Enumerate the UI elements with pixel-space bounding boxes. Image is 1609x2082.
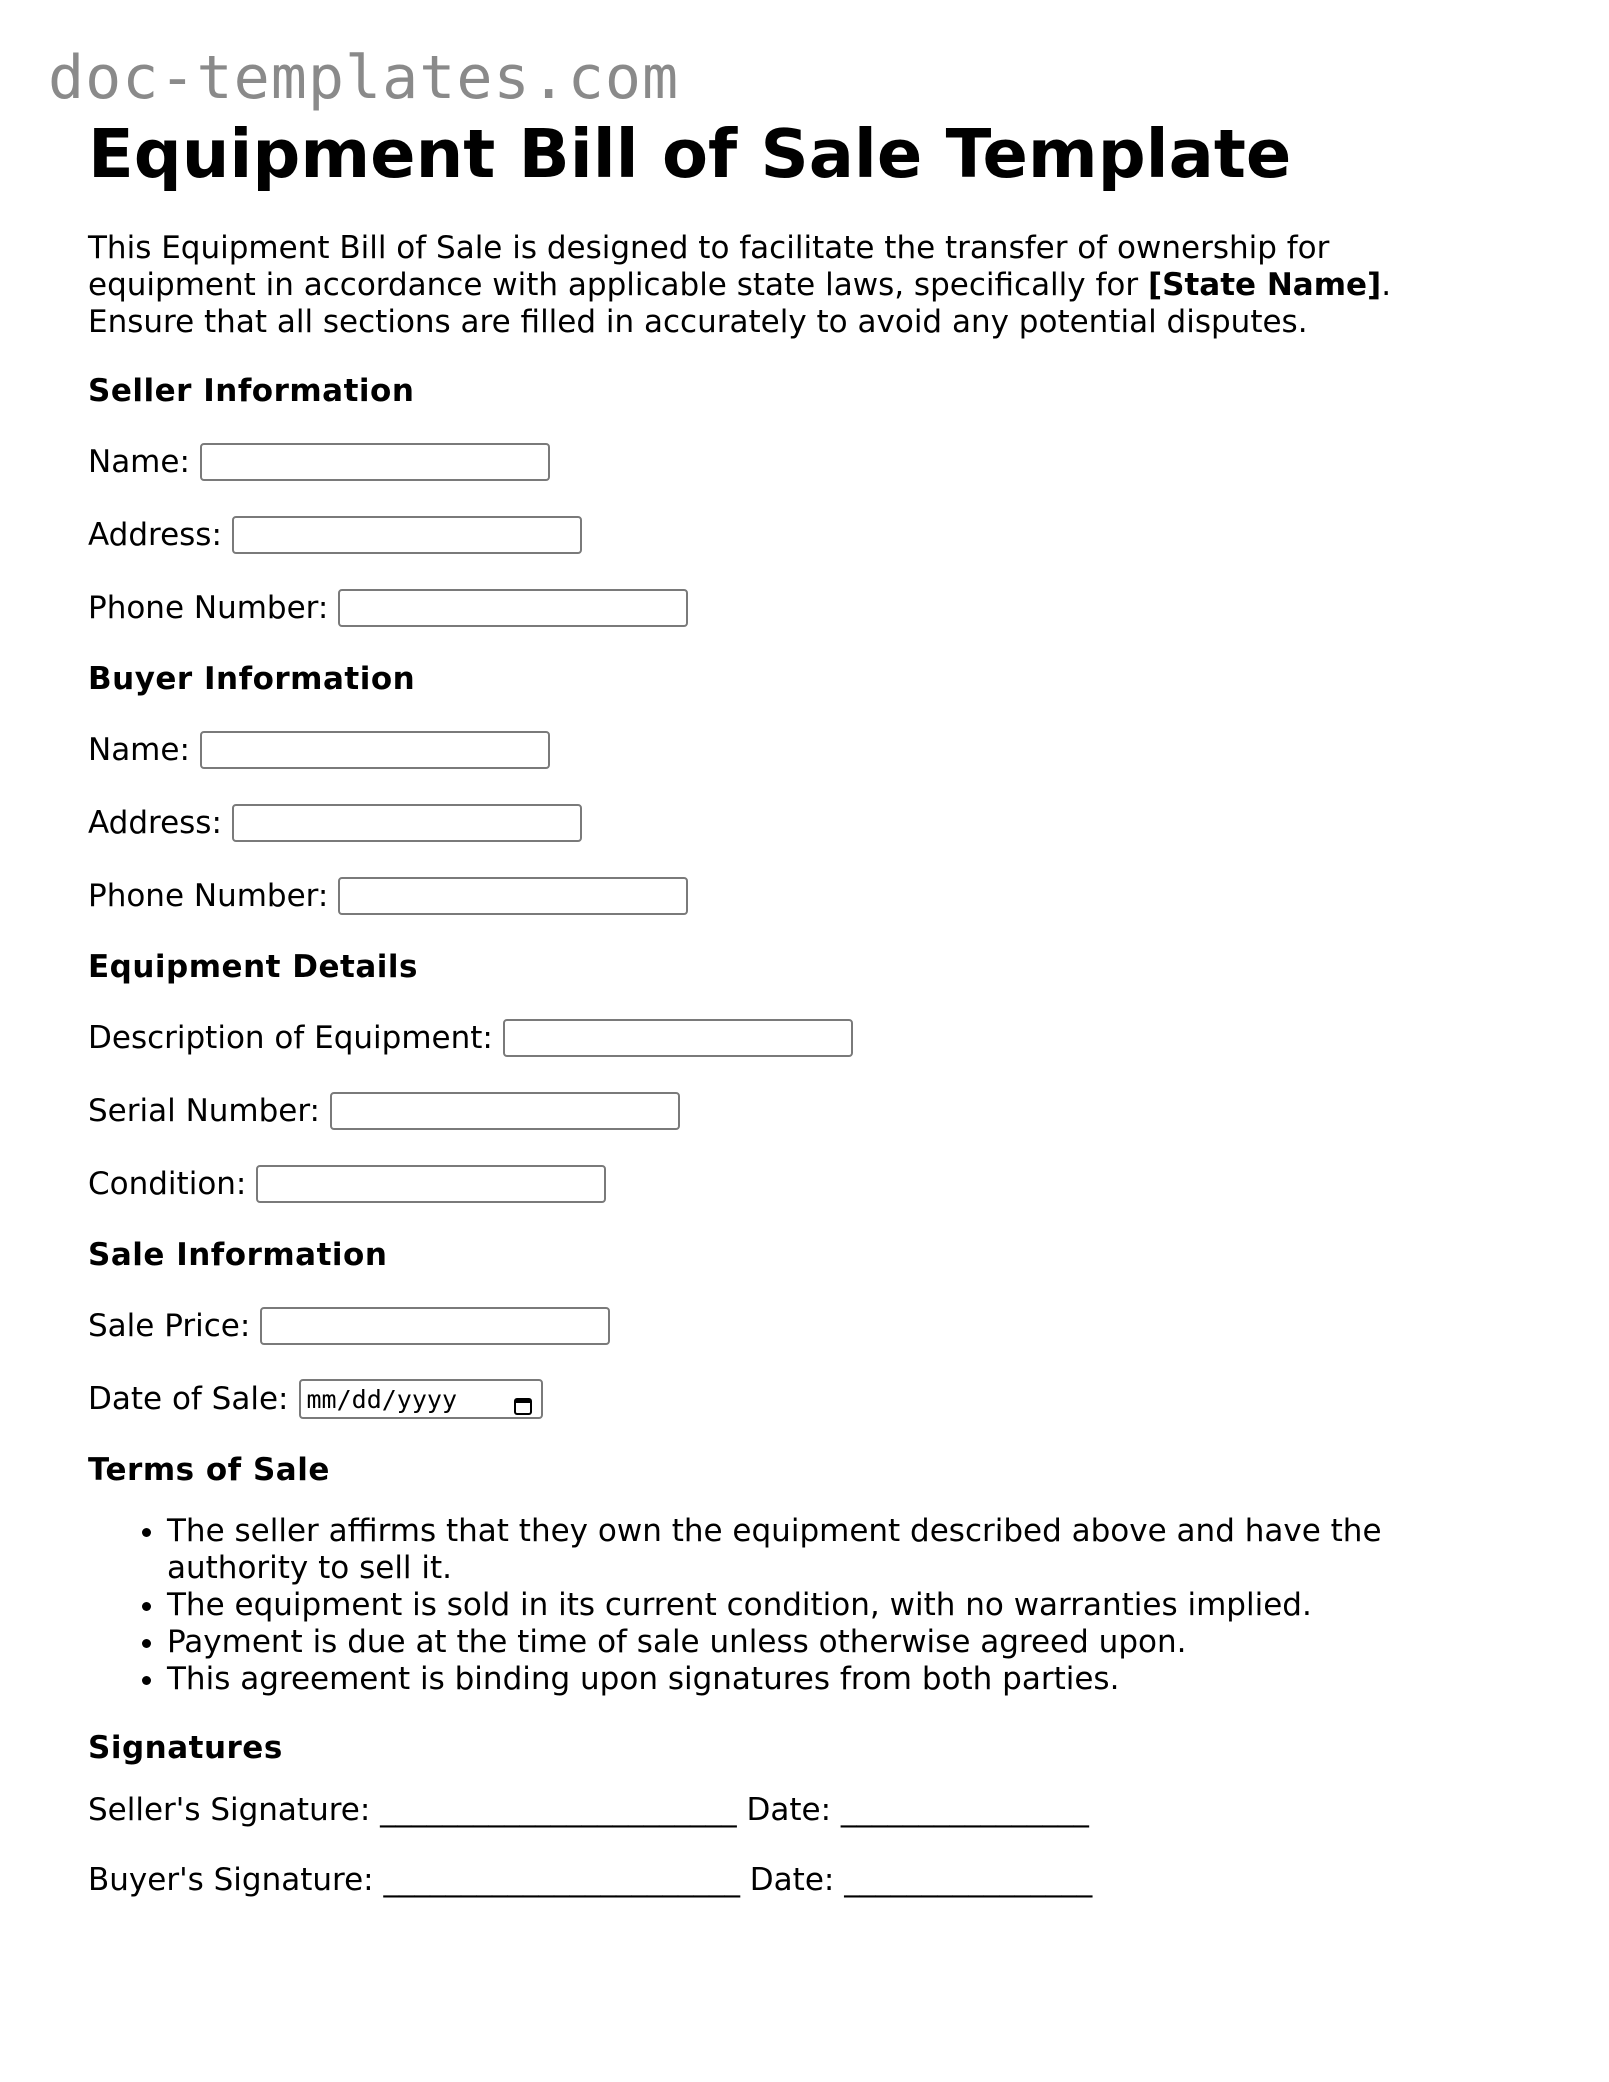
sale-date-label: Date of Sale: <box>88 1380 289 1417</box>
buyer-address-row <box>88 802 1528 844</box>
equipment-heading: Equipment Details <box>88 949 418 985</box>
buyer-address-input[interactable] <box>232 804 582 842</box>
sale-date-input[interactable] <box>299 1379 543 1419</box>
seller-heading: Seller Information <box>88 373 415 409</box>
condition-input[interactable] <box>256 1165 606 1203</box>
sale-price-row <box>88 1305 1528 1347</box>
buyer-signature-line: Buyer's Signature: _______________________ Date: ________________ <box>88 1862 1093 1898</box>
date-placeholder: mm/dd/yyyy <box>306 1384 458 1414</box>
state-name-placeholder: [State Name] <box>1147 267 1382 303</box>
document <box>88 112 1528 1899</box>
seller-address-input[interactable] <box>232 516 582 554</box>
sale-date-row <box>88 1378 1528 1420</box>
calendar-icon[interactable] <box>513 1389 533 1409</box>
list-item: • This agreement is binding upon signatures from both parties. <box>167 1661 1487 1698</box>
sale-price-label: Sale Price: <box>88 1307 251 1344</box>
list-item: • Payment is due at the time of sale unless otherwise agreed upon. <box>167 1624 1487 1661</box>
terms-list <box>88 1513 1487 1698</box>
buyer-heading: Buyer Information <box>88 661 416 697</box>
sale-price-input[interactable] <box>260 1307 610 1345</box>
equipment-description-label: Description of Equipment: <box>88 1019 493 1056</box>
seller-name-label: Name: <box>88 443 190 480</box>
buyer-address-label: Address: <box>88 804 222 841</box>
intro-text-start: This Equipment Bill of Sale is designed to facilitate the transfer of ownership for equipment in accordance with applicable state laws, specifically for <box>88 230 1330 303</box>
seller-address-label: Address: <box>88 516 222 553</box>
buyer-phone-row <box>88 875 1528 917</box>
seller-address-row <box>88 514 1528 556</box>
seller-name-row <box>88 441 1528 483</box>
seller-name-input[interactable] <box>200 443 550 481</box>
seller-phone-label: Phone Number: <box>88 589 329 626</box>
seller-phone-input[interactable] <box>338 589 688 627</box>
buyer-phone-input[interactable] <box>338 877 688 915</box>
list-item: • The equipment is sold in its current condition, with no warranties implied. <box>167 1587 1487 1624</box>
equipment-description-input[interactable] <box>503 1019 853 1057</box>
sale-heading: Sale Information <box>88 1237 388 1273</box>
page-title: Equipment Bill of Sale Template <box>88 115 1292 193</box>
buyer-name-label: Name: <box>88 731 190 768</box>
equipment-description-row <box>88 1017 1528 1059</box>
seller-signature-line: Seller's Signature: _______________________ Date: ________________ <box>88 1792 1089 1828</box>
intro-text-end: . Ensure that all sections are filled in accurately to avoid any potential disputes. <box>88 267 1392 340</box>
seller-phone-row <box>88 587 1528 629</box>
serial-number-row <box>88 1090 1528 1132</box>
buyer-phone-label: Phone Number: <box>88 877 329 914</box>
buyer-name-input[interactable] <box>200 731 550 769</box>
serial-number-label: Serial Number: <box>88 1092 321 1129</box>
terms-heading: Terms of Sale <box>88 1452 330 1488</box>
condition-row <box>88 1163 1528 1205</box>
watermark: doc-templates.com <box>48 43 680 113</box>
signatures-heading: Signatures <box>88 1730 283 1766</box>
list-item: • The seller affirms that they own the equipment described above and have the authority to sell it. <box>167 1513 1487 1587</box>
condition-label: Condition: <box>88 1165 247 1202</box>
intro-paragraph <box>88 230 1488 341</box>
buyer-name-row <box>88 729 1528 771</box>
serial-number-input[interactable] <box>330 1092 680 1130</box>
